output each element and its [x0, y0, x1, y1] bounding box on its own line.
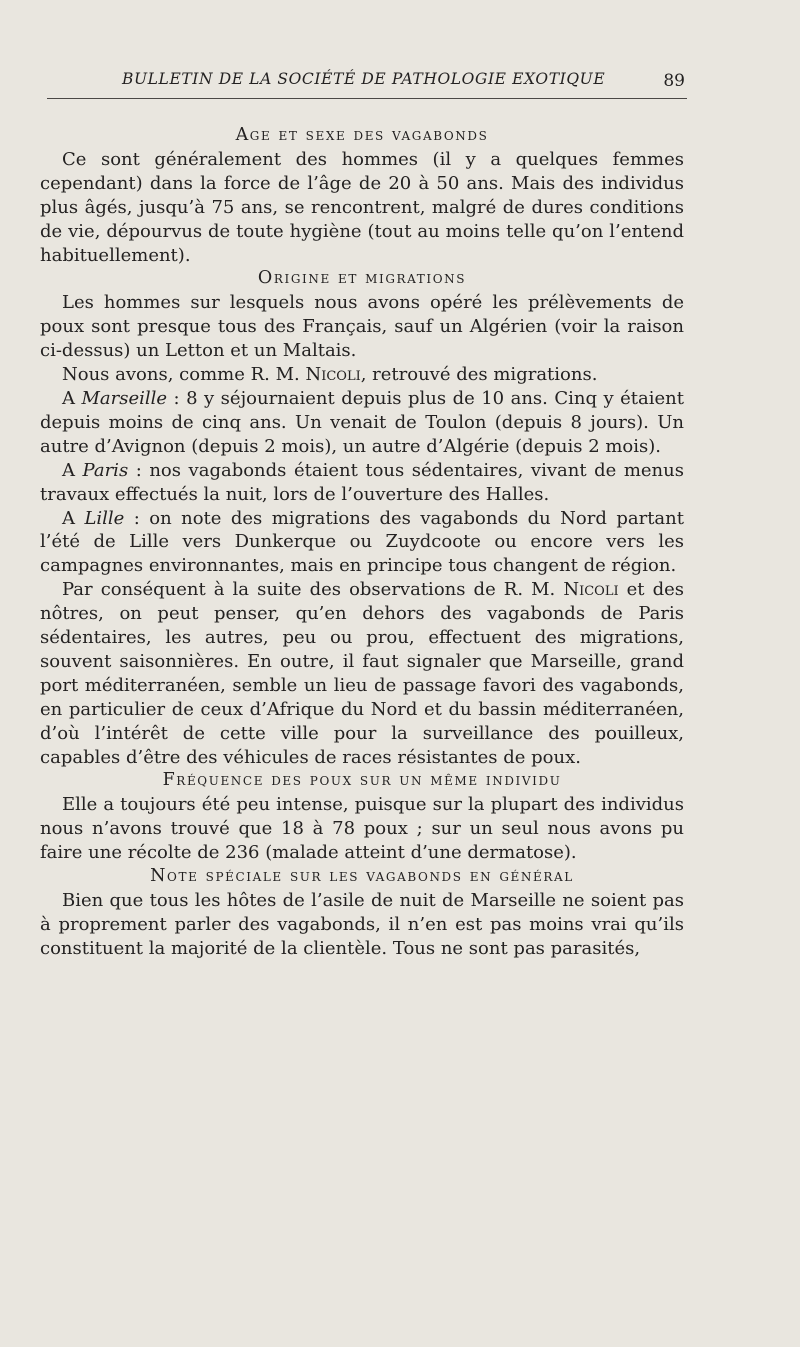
city-name: Lille: [84, 507, 125, 529]
paragraph: Bien que tous les hôtes de l’asile de nuit de Marseille ne soient pas à proprement parler des vagabonds, il n’en est pas moins vrai qu’ils constituent la majorité de la clientèle. Tous ne sont pas parasités,: [40, 890, 684, 959]
section-heading-origine: Origine et migrations: [257, 268, 467, 289]
section-heading-note-speciale: Note spéciale sur les vagabonds en général: [150, 866, 574, 887]
paragraph: A Paris : nos vagabonds étaient tous sédentaires, vivant de menus travaux effectués la nuit, lors de l’ouverture des Halles.: [40, 459, 684, 505]
paragraph: A Lille : on note des migrations des vagabonds du Nord partant l’été de Lille vers Dunkerque ou Zuydcoote ou encore vers les campagnes environnantes, mais en principe tous changent de région.: [40, 507, 684, 577]
running-title: BULLETIN DE LA SOCIÉTÉ DE PATHOLOGIE EXOTIQUE: [122, 70, 606, 88]
paragraph: A Marseille : 8 y séjournaient depuis plus de 10 ans. Cinq y étaient depuis moins de cinq ans. Un venait de Toulon (depuis 8 jours). Un autre d’Avignon (depuis 2 mois), un autre d’Algérie (depuis 2 mois).: [40, 387, 684, 457]
page-number: 89: [663, 71, 685, 91]
author-name: Nicoli: [305, 364, 361, 386]
running-header: [47, 70, 687, 99]
city-name: Paris: [82, 459, 129, 481]
paragraph: Ce sont généralement des hommes (il y a quelques femmes cependant) dans la force de l’âge de 20 à 50 ans. Mais des individus plus âgés, jusqu’à 75 ans, se rencontrent, malgré de dures conditions de vie, dépourvus de toute hygiène (tout au moins telle qu’on l’entend habituellement).: [40, 148, 684, 266]
paragraph: Elle a toujours été peu intense, puisque sur la plupart des individus nous n’avons trouvé que 18 à 78 poux ; sur un seul nous avons pu faire une récolte de 236 (malade atteint d’une dermatose).: [40, 794, 684, 864]
paragraph: Par conséquent à la suite des observations de R. M. Nicoli et des nôtres, on peut penser, qu’en dehors des vagabonds de Paris sédentaires, les autres, peu ou prou, effectuent des migrations, souvent saisonnières. En outre, il faut signaler que Marseille, grand port méditerranéen, semble un lieu de passage favori des vagabonds, en particulier de ceux d’Afrique du Nord et du bassin méditerranéen, d’où l’intérêt de cette ville pour la surveillance des pouilleux, capables d’être des véhicules de races résistantes de poux.: [40, 579, 685, 768]
paragraph: Nous avons, comme R. M. Nicoli, retrouvé des migrations.: [62, 364, 598, 386]
paragraph: Les hommes sur lesquels nous avons opéré les prélèvements de poux sont presque tous des Français, sauf un Algérien (voir la raison ci-dessus) un Letton et un Maltais.: [40, 292, 684, 362]
section-heading-age-sexe: Age et sexe des vagabonds: [235, 125, 489, 145]
page-body: [40, 124, 684, 961]
section-heading-frequence: Fréquence des poux sur un même individu: [162, 770, 562, 791]
city-name: Marseille: [81, 387, 168, 409]
author-name: Nicoli: [563, 579, 619, 601]
